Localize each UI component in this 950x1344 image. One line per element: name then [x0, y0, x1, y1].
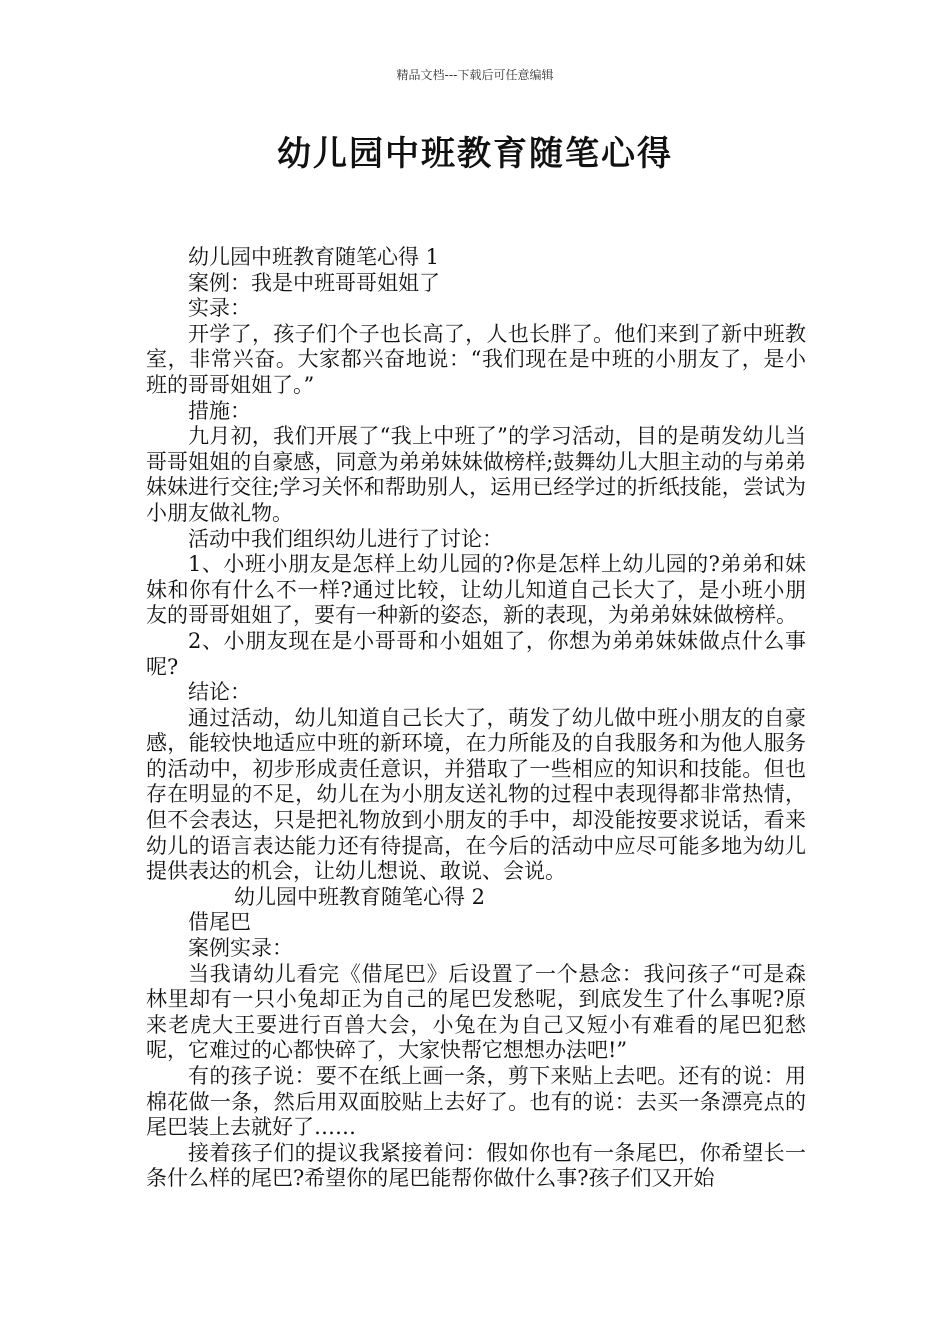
section-heading-2: 幼儿园中班教育随笔心得 2 — [234, 884, 486, 909]
paragraph: 开学了，孩子们个子也长高了，人也长胖了。他们来到了新中班教室，非常兴奋。大家都兴奋地说：“我们现在是中班的小朋友了，是小班的哥哥姐姐了。” — [146, 321, 806, 397]
paragraph: 有的孩子说：要不在纸上画一条，剪下来贴上去吧。还有的说：用棉花做一条，然后用双面胶贴上去好了。也有的说：去买一条漂亮点的尾巴装上去就好了…… — [146, 1064, 806, 1140]
label-conclusion: 结论： — [188, 680, 251, 705]
paragraph: 通过活动，幼儿知道自己长大了，萌发了幼儿做中班小朋友的自豪感，能较快地适应中班的新环境，在力所能及的自我服务和为他人服务的活动中，初步形成责任意识，并猎取了一些相应的知识和技能。但也存在明显的不足，幼儿在为小朋友送礼物的过程中表现得都非常热情，但不会表达，只是把礼物放到小朋友的手中，却没能按要求说话，看来幼儿的语言表达能力还有待提高，在今后的活动中应尽可能多地为幼儿提供表达的机会，让幼儿想说、敢说、会说。 — [146, 705, 806, 884]
case-title: 案例：我是中班哥哥姐姐了 — [188, 270, 440, 295]
document-title: 幼儿园中班教育随笔心得 — [277, 134, 673, 174]
paragraph: 2、小朋友现在是小哥哥和小姐姐了，你想为弟弟妹妹做点什么事呢? — [146, 628, 806, 679]
case-title: 借尾巴 — [188, 910, 251, 935]
paragraph: 活动中我们组织幼儿进行了讨论： — [188, 526, 503, 551]
label-record: 实录： — [188, 296, 251, 321]
header-note: 精品文档---下载后可任意编辑 — [396, 68, 554, 82]
paragraph: 九月初，我们开展了“我上中班了”的学习活动，目的是萌发幼儿当哥哥姐姐的自豪感，同意为弟弟妹妹做榜样;鼓舞幼儿大胆主动的与弟弟妹妹进行交往;学习关怀和帮助别人，运用已经学过的折纸技能，尝试为小朋友做礼物。 — [146, 424, 806, 525]
paragraph: 当我请幼儿看完《借尾巴》后设置了一个悬念：我问孩子“可是森林里却有一只小兔却正为自己的尾巴发愁呢，到底发生了什么事呢?原来老虎大王要进行百兽大会，小兔在为自己又短小有难看的尾巴犯愁呢，它难过的心都快碎了，大家快帮它想想办法吧!” — [146, 961, 806, 1063]
paragraph: 接着孩子们的提议我紧接着问：假如你也有一条尾巴，你希望长一条什么样的尾巴?希望你的尾巴能帮你做什么事?孩子们又开始 — [146, 1140, 806, 1191]
document-body — [146, 245, 806, 1192]
section-heading-1: 幼儿园中班教育随笔心得 1 — [188, 245, 440, 269]
paragraph: 1、小班小朋友是怎样上幼儿园的?你是怎样上幼儿园的?弟弟和妹妹和你有什么不一样?通过比较，让幼儿知道自己长大了，是小班小朋友的哥哥姐姐了，要有一种新的姿态，新的表现，为弟弟妹妹做榜样。 — [146, 552, 806, 628]
label-case-record: 案例实录： — [188, 936, 293, 961]
label-measures: 措施： — [188, 398, 251, 423]
